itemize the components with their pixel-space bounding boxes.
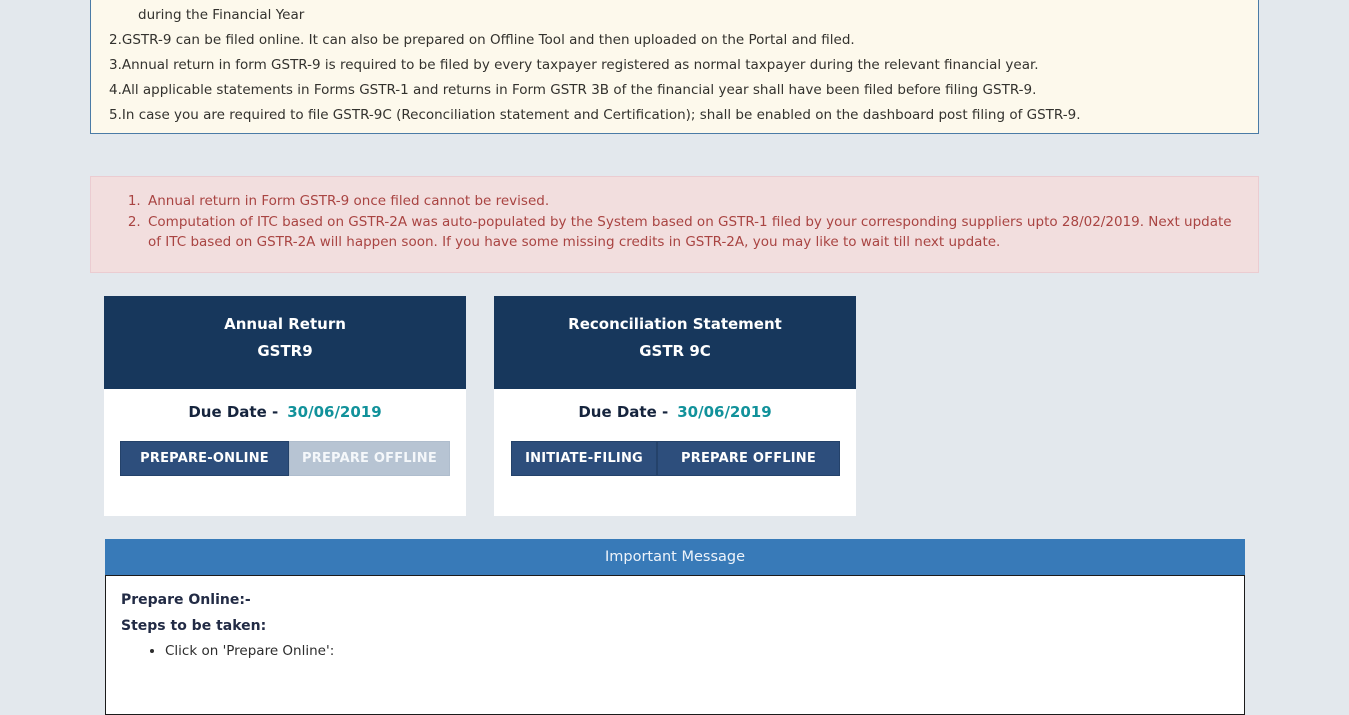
- reconciliation-card-header: [494, 296, 856, 389]
- important-message-content: [106, 576, 1244, 660]
- instruction-line-1-continued: during the Financial Year: [138, 7, 305, 23]
- steps-heading: Steps to be taken:: [121, 618, 267, 634]
- due-date-label-9c: Due Date -: [578, 403, 669, 421]
- instruction-line-3: 3.Annual return in form GSTR-9 is required to be filed by every taxpayer registered as normal taxpayer during the relevant financial year.: [109, 57, 1039, 73]
- warning-item-revised: 1. Annual return in Form GSTR-9 once filed cannot be revised.: [145, 191, 1232, 212]
- reconciliation-statement-card: [494, 296, 856, 516]
- prepare-offline-9c-button[interactable]: PREPARE OFFLINE: [657, 441, 840, 476]
- reconciliation-form-name: GSTR 9C: [639, 341, 711, 360]
- important-message-panel: [105, 575, 1245, 715]
- instruction-line-5: 5.In case you are required to file GSTR-9C (Reconciliation statement and Certification); shall be enabled on the dashboard post filing of GSTR-9.: [109, 107, 1081, 123]
- annual-return-card-header: [104, 296, 466, 389]
- due-date-label: Due Date -: [188, 403, 279, 421]
- instruction-line-2: 2.GSTR-9 can be filed online. It can also be prepared on Offline Tool and then uploaded on the Portal and filed.: [109, 32, 855, 48]
- due-date-value: 30/06/2019: [287, 403, 382, 421]
- warning-item-itc-update: 2. Computation of ITC based on GSTR-2A was auto-populated by the System based on GSTR-1 filed by your corresponding suppliers upto 28/02/2019. Next update of ITC based on GSTR-2A will happen soon. If you have some missing credits in GSTR-2A, you may like to wait till next update.: [145, 212, 1232, 253]
- reconciliation-title: Reconciliation Statement: [568, 314, 782, 333]
- due-date-value-9c: 30/06/2019: [677, 403, 772, 421]
- annual-return-form-name: GSTR9: [257, 341, 313, 360]
- instruction-line-4: 4.All applicable statements in Forms GSTR-1 and returns in Form GSTR 3B of the financial year shall have been filed before filing GSTR-9.: [109, 82, 1037, 98]
- prepare-online-button[interactable]: PREPARE-ONLINE: [120, 441, 289, 476]
- annual-return-buttons: [120, 441, 450, 476]
- warning-alert: [90, 176, 1259, 273]
- step-item-click-prepare-online: • Click on 'Prepare Online':: [165, 643, 1224, 660]
- annual-return-title: Annual Return: [224, 314, 346, 333]
- important-message-header: [105, 539, 1245, 575]
- prepare-online-heading: Prepare Online:-: [121, 592, 251, 608]
- annual-return-card: [104, 296, 466, 516]
- reconciliation-buttons: [511, 441, 840, 476]
- warning-alert-list: [91, 191, 1232, 253]
- annual-return-due-row: [104, 403, 466, 421]
- steps-list: [121, 643, 1224, 660]
- reconciliation-due-row: [494, 403, 856, 421]
- important-message-title: Important Message: [604, 549, 746, 565]
- gstr9-instructions-box: [90, 0, 1259, 134]
- gstr9-instructions-list: [109, 3, 1240, 128]
- initiate-filing-button[interactable]: INITIATE-FILING: [511, 441, 657, 476]
- prepare-offline-button-disabled[interactable]: PREPARE OFFLINE: [289, 441, 450, 476]
